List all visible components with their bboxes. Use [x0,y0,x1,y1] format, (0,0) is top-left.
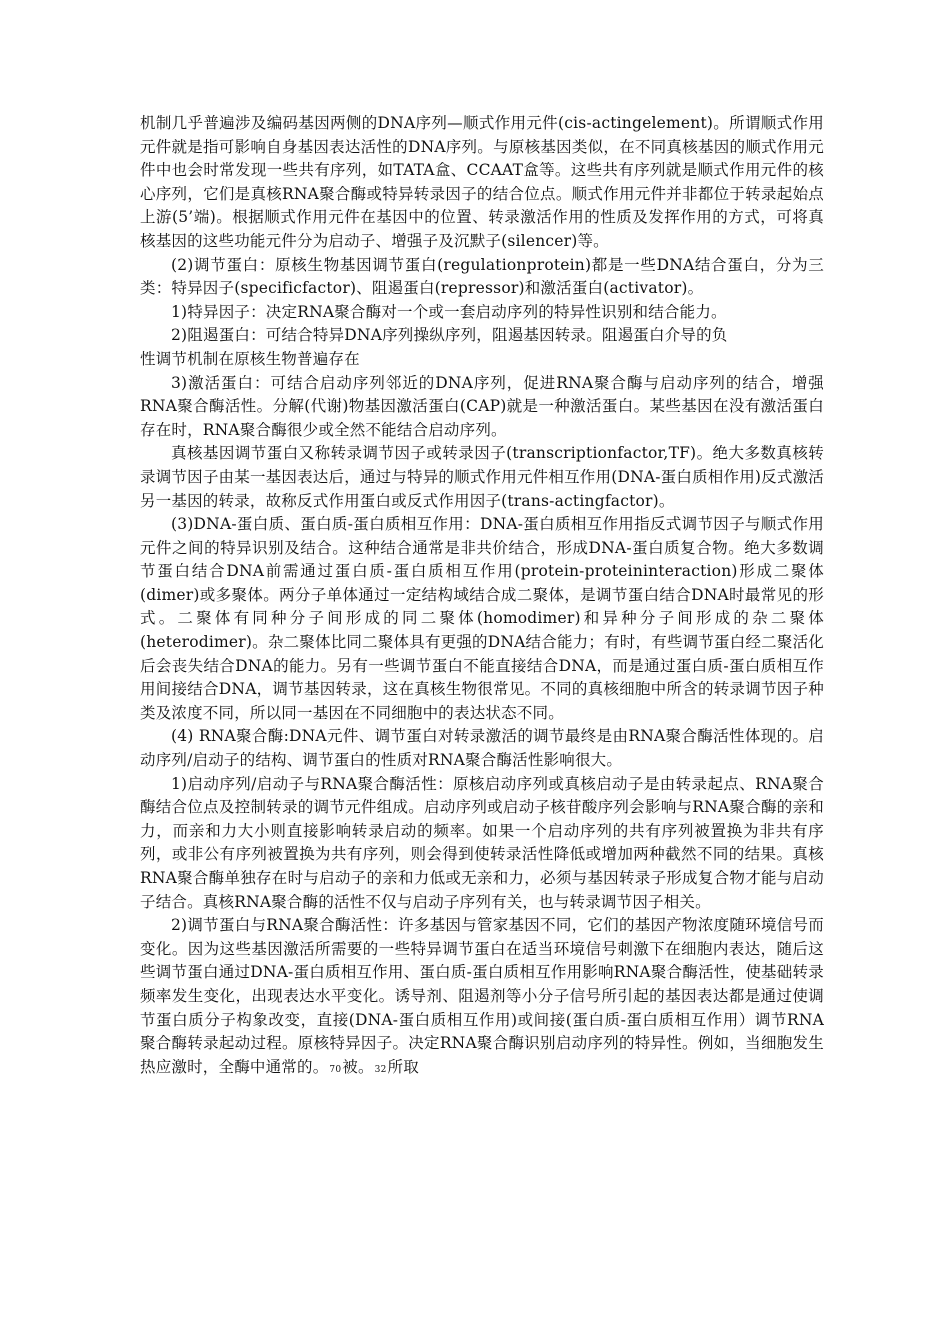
paragraph-regulatory-protein-activity [140,914,824,1082]
tail-word-2: 所取 [387,1057,419,1076]
paragraph-promoter-activity: 1)启动序列/启动子与RNA聚合酶活性：原核启动序列或真核启动子是由转录起点、RNA聚合酶结合位点及控制转录的调节元件组成。启动序列或启动子核苷酸序列会影响与RNA聚合酶的亲和力，而亲和力大小则直接影响转录启动的频率。如果一个启动序列的共有序列被置换为非共有序列，或非公有序列被置换为共有序列，则会得到使转录活性降低或增加两种截然不同的结果。真核RNA聚合酶单独存在时与启动子的亲和力低或无亲和力，必须与基因转录子形成复合物才能与启动子结合。真核RNA聚合酶的活性不仅与启动子序列有关，也与转录调节因子相关。 [140,774,824,911]
paragraph-specific-factor: 1)特异因子：决定RNA聚合酶对一个或一套启动序列的特异性识别和结合能力。 [171,302,727,321]
tail-word-1: 被。 [342,1057,374,1076]
paragraph-repressor-cont: 性调节机制在原核生物普遍存在 [140,349,360,368]
document-body [140,112,824,1082]
paragraph-regulatory-protein-text: 2)调节蛋白与RNA聚合酶活性：许多基因与管家基因不同，它们的基因产物浓度随环境信号而变化。因为这些基因激活所需要的一些特异调节蛋白在适当环境信号刺激下在细胞内表达，随后这些调节蛋白通过DNA-蛋白质相互作用、蛋白质-蛋白质相互作用影响RNA聚合酶活性，使基础转录频率发生变化，出现表达水平变化。诱导剂、阻遏剂等小分子信号所引起的基因表达都是通过使调节蛋白质分子构象改变，直接(DNA-蛋白质相互作用)或间接(蛋白质-蛋白质相互作用）调节RNA聚合酶转录起动过程。原核特异因子。决定RNA聚合酶识别启动序列的特异性。例如，当细胞发生热应激时，全酶中通常的。 [140,916,824,1076]
paragraph-transcription-factor: 真核基因调节蛋白又称转录调节因子或转录因子(transcriptionfactor,TF)。绝大多数真核转录调节因子由某一基因表达后，通过与特异的顺式作用元件相互作用(DNA-蛋白质相作用)反式激活另一基因的转录，故称反式作用蛋白或反式作用因子(trans-actingfactor)。 [140,444,824,510]
paragraph-regulation-protein: (2)调节蛋白：原核生物基因调节蛋白(regulationprotein)都是一些DNA结合蛋白，分为三类：特异因子(specificfactor)、阻遏蛋白(repressor)和激活蛋白(activator)。 [140,255,824,298]
paragraph-rna-polymerase: (4) RNA聚合酶:DNA元件、调节蛋白对转录激活的调节最终是由RNA聚合酶活性体现的。启动序列/启动子的结构、调节蛋白的性质对RNA聚合酶活性影响很大。 [140,727,824,770]
superscript-70: 70 [329,1064,342,1075]
superscript-32: 32 [374,1064,387,1075]
paragraph-repressor: 2)阻遏蛋白：可结合特异DNA序列操纵序列，阻遏基因转录。阻遏蛋白介导的负 [171,326,728,345]
paragraph-protein-interaction: (3)DNA-蛋白质、蛋白质-蛋白质相互作用：DNA-蛋白质相互作用指反式调节因子与顺式作用元件之间的特异识别及结合。这种结合通常是非共价结合，形成DNA-蛋白质复合物。绝大多数调节蛋白结合DNA前需通过蛋白质-蛋白质相互作用(protein-proteininteraction)形成二聚体(dimer)或多聚体。两分子单体通过一定结构域结合成二聚体，是调节蛋白结合DNA时最常见的形式。二聚体有同种分子间形成的同二聚体(homodimer)和异种分子间形成的杂二聚体(heterodimer)。杂二聚体比同二聚体具有更强的DNA结合能力；有时，有些调节蛋白经二聚活化后会丧失结合DNA的能力。另有一些调节蛋白不能直接结合DNA，而是通过蛋白质-蛋白质相互作用间接结合DNA，调节基因转录，这在真核生物很常见。不同的真核细胞中所含的转录调节因子种类及浓度不同，所以同一基因在不同细胞中的表达状态不同。 [140,515,824,722]
paragraph-cis-acting: 机制几乎普遍涉及编码基因两侧的DNA序列—顺式作用元件(cis-actingelement)。所谓顺式作用元件就是指可影响自身基因表达活性的DNA序列。与原核基因类似，在不同真核基因的顺式作用元件中也会时常发现一些共有序列，如TATA盒、CCAAT盒等。这些共有序列就是顺式作用元件的核心序列，它们是真核RNA聚合酶或特异转录因子的结合位点。顺式作用元件并非都位于转录起始点上游(5’端)。根据顺式作用元件在基因中的位置、转录激活作用的性质及发挥作用的方式，可将真核基因的这些功能元件分为启动子、增强子及沉默子(silencer)等。 [140,114,824,250]
paragraph-activator: 3)激活蛋白：可结合启动序列邻近的DNA序列，促进RNA聚合酶与启动序列的结合，增强RNA聚合酶活性。分解(代谢)物基因激活蛋白(CAP)就是一种激活蛋白。某些基因在没有激活蛋白存在时，RNA聚合酶很少或全然不能结合启动序列。 [140,373,824,439]
